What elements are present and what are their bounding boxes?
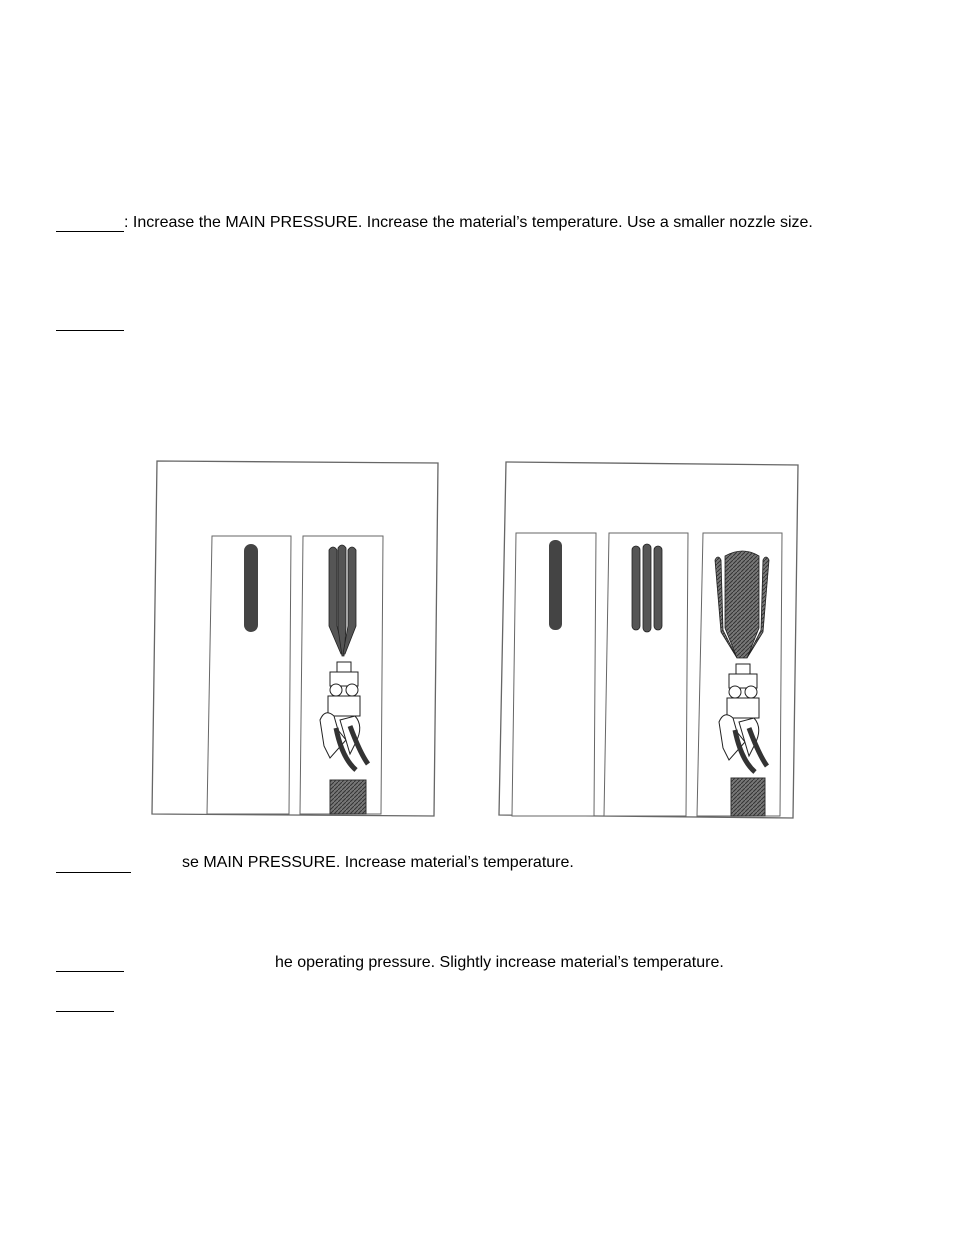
underline-blank-4 <box>56 971 124 972</box>
remedy-line-2: se MAIN PRESSURE. Increase material’s temperature. <box>182 854 574 871</box>
remedy-line-1: : Increase the MAIN PRESSURE. Increase the material’s temperature. Use a smaller nozzle size. <box>124 214 813 231</box>
remedy-line-3: he operating pressure. Slightly increase material’s temperature. <box>275 954 724 971</box>
spray-pattern-figure-left <box>150 458 442 820</box>
spray-pattern-figure-right <box>497 460 799 822</box>
underline-blank-3 <box>56 872 131 873</box>
underline-blank-5 <box>56 1011 114 1012</box>
hose-braid <box>330 780 366 814</box>
spray-fingers <box>632 544 662 632</box>
underline-blank-1 <box>56 231 124 232</box>
spray-stripe-solid <box>549 540 562 630</box>
hose-braid <box>731 778 765 816</box>
underline-blank-2 <box>56 330 124 331</box>
spray-stripe-solid <box>244 544 258 632</box>
